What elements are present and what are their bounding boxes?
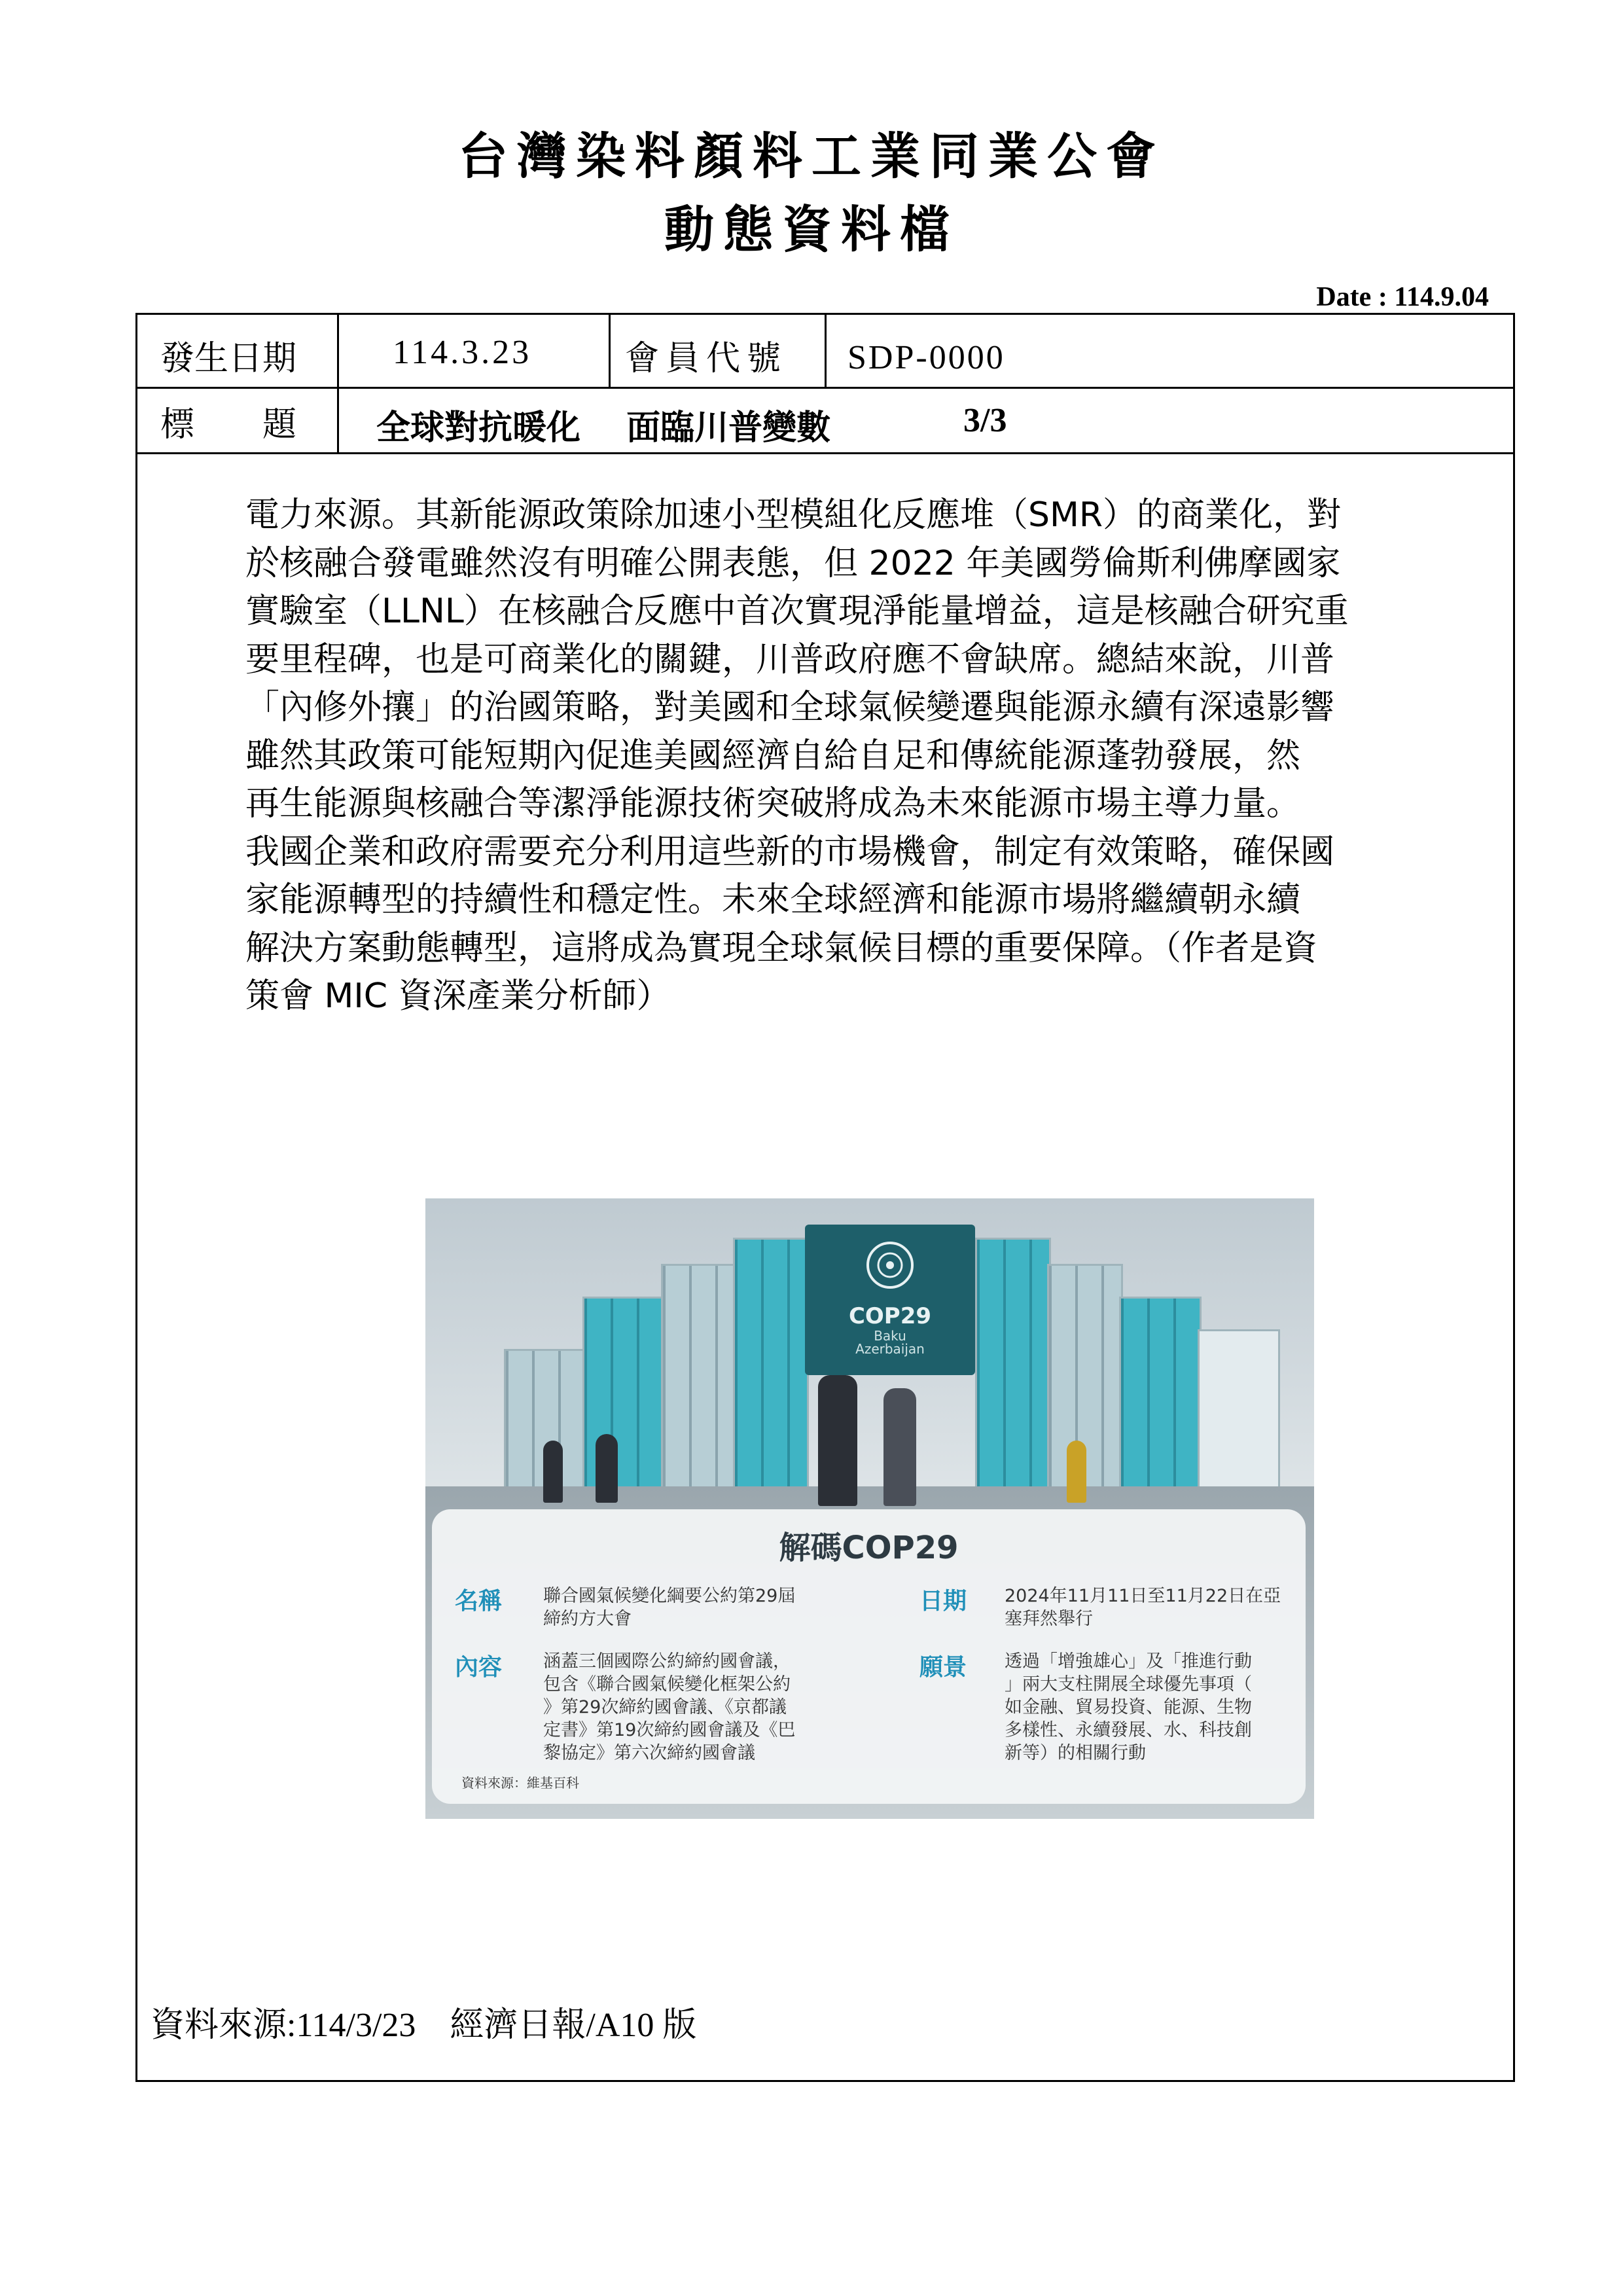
attendee [1067, 1441, 1086, 1503]
org-title: 台灣染料顏料工業同業公會 [458, 127, 1165, 185]
name-line: 聯合國氣候變化綱要公約第29屆 [543, 1586, 796, 1606]
venue-tower [1119, 1297, 1202, 1510]
sign-title: COP29 [848, 1303, 932, 1329]
subject-label: 標 題 [160, 405, 297, 444]
body-line: 我國企業和政府需要充分利用這些新的市場機會，制定有效策略，確保國 [245, 832, 1335, 872]
name-text [543, 1585, 795, 1630]
figure-source: 資料來源：維基百科 [461, 1775, 579, 1791]
vision-line: 如金融、貿易投資、能源、生物 [1005, 1697, 1252, 1717]
vision-line: 透過「增強雄心」及「推進行動 [1005, 1651, 1252, 1672]
content-line: 黎協定》第六次締約國會議 [543, 1743, 755, 1763]
vision-label: 願景 [919, 1654, 967, 1681]
sign-city: Baku [874, 1328, 906, 1344]
record-frame [135, 313, 1515, 2082]
attendee [883, 1388, 916, 1506]
date-label: 發生日期 [160, 339, 297, 378]
card-title: 解碼COP29 [779, 1530, 959, 1566]
row-divider [137, 452, 1513, 454]
article-body [245, 492, 1436, 1021]
doc-title: 動態資料檔 [664, 200, 959, 259]
source-line [151, 1997, 696, 2046]
body-line: 電力來源。其新能源政策除加速小型模組化反應堆（SMR）的商業化，對 [245, 495, 1342, 535]
venue-tower [582, 1297, 665, 1510]
source-label: 資料來源 [151, 2005, 287, 2045]
date-value: 114.3.23 [393, 334, 532, 371]
vision-line: 」兩大支柱開展全球優先事項（ [1005, 1674, 1252, 1695]
vision-line: 新等）的相關行動 [1005, 1743, 1146, 1763]
vision-line: 多樣性、永續發展、水、科技創 [1005, 1720, 1252, 1740]
body-line: 家能源轉型的持續性和穩定性。未來全球經濟和能源市場將繼續朝永續 [245, 880, 1301, 920]
date-line: 塞拜然舉行 [1005, 1609, 1093, 1629]
content-line: 定書》第19次締約國會議及《巴 [543, 1720, 796, 1740]
member-label: 會員代號 [625, 339, 788, 378]
cop29-sign [805, 1225, 975, 1375]
name-label: 名稱 [455, 1588, 503, 1615]
member-value: SDP-0000 [847, 339, 1005, 376]
vision-text [1005, 1650, 1252, 1765]
row-divider [137, 387, 1513, 389]
body-line: 再生能源與核融合等潔淨能源技術突破將成為未來能源市場主導力量。 [245, 784, 1301, 823]
venue-tower [1198, 1329, 1280, 1510]
source-value: :114/3/23 經濟日報/A10 版 [287, 2007, 697, 2044]
subject-value: 全球對抗暖化 面臨川普變數 [376, 408, 831, 448]
cop29-logo-icon [805, 1225, 975, 1303]
body-line: 實驗室（LLNL）在核融合反應中首次實現淨能量增益，這是核融合研究重 [245, 592, 1349, 631]
col-divider [337, 315, 339, 452]
venue-tower [975, 1238, 1051, 1510]
body-line: 雖然其政策可能短期內促進美國經濟自給自足和傳統能源蓬勃發展，然 [245, 736, 1301, 776]
document-date: Date : 114.9.04 [1316, 282, 1489, 312]
content-line: 》第29次締約國會議、《京都議 [543, 1697, 787, 1717]
body-line: 策會 MIC 資深產業分析師） [245, 977, 671, 1016]
body-line: 要里程碑，也是可商業化的關鍵，川普政府應不會缺席。總結來說，川普 [245, 639, 1335, 679]
body-line: 於核融合發電雖然沒有明確公開表態，但 2022 年美國勞倫斯利佛摩國家 [245, 543, 1341, 583]
attendee [543, 1441, 563, 1503]
col-divider [825, 315, 827, 387]
sign-subtitle [805, 1329, 975, 1355]
attendee [596, 1434, 618, 1503]
date-line: 2024年11月11日至11月22日在亞 [1005, 1586, 1281, 1606]
name-line: 締約方大會 [543, 1609, 632, 1629]
content-line: 涵蓋三個國際公約締約國會議， [543, 1651, 791, 1672]
info-card [432, 1509, 1306, 1804]
venue-tower [733, 1238, 809, 1510]
content-label: 內容 [455, 1654, 503, 1681]
col-divider [609, 315, 611, 387]
date-label-fig: 日期 [919, 1588, 967, 1615]
content-text [543, 1650, 795, 1765]
body-line: 「內修外攘」的治國策略，對美國和全球氣候變遷與能源永續有深遠影響 [245, 688, 1335, 727]
date-text [1005, 1585, 1281, 1630]
body-line: 解決方案動態轉型，這將成為實現全球氣候目標的重要保障。（作者是資 [245, 928, 1318, 968]
content-line: 包含《聯合國氣候變化框架公約 [543, 1674, 791, 1695]
sign-country: Azerbaijan [855, 1341, 925, 1357]
subject-page: 3/3 [963, 402, 1007, 439]
venue-tower [661, 1264, 737, 1510]
cop29-figure [425, 1198, 1314, 1819]
attendee [818, 1375, 857, 1506]
